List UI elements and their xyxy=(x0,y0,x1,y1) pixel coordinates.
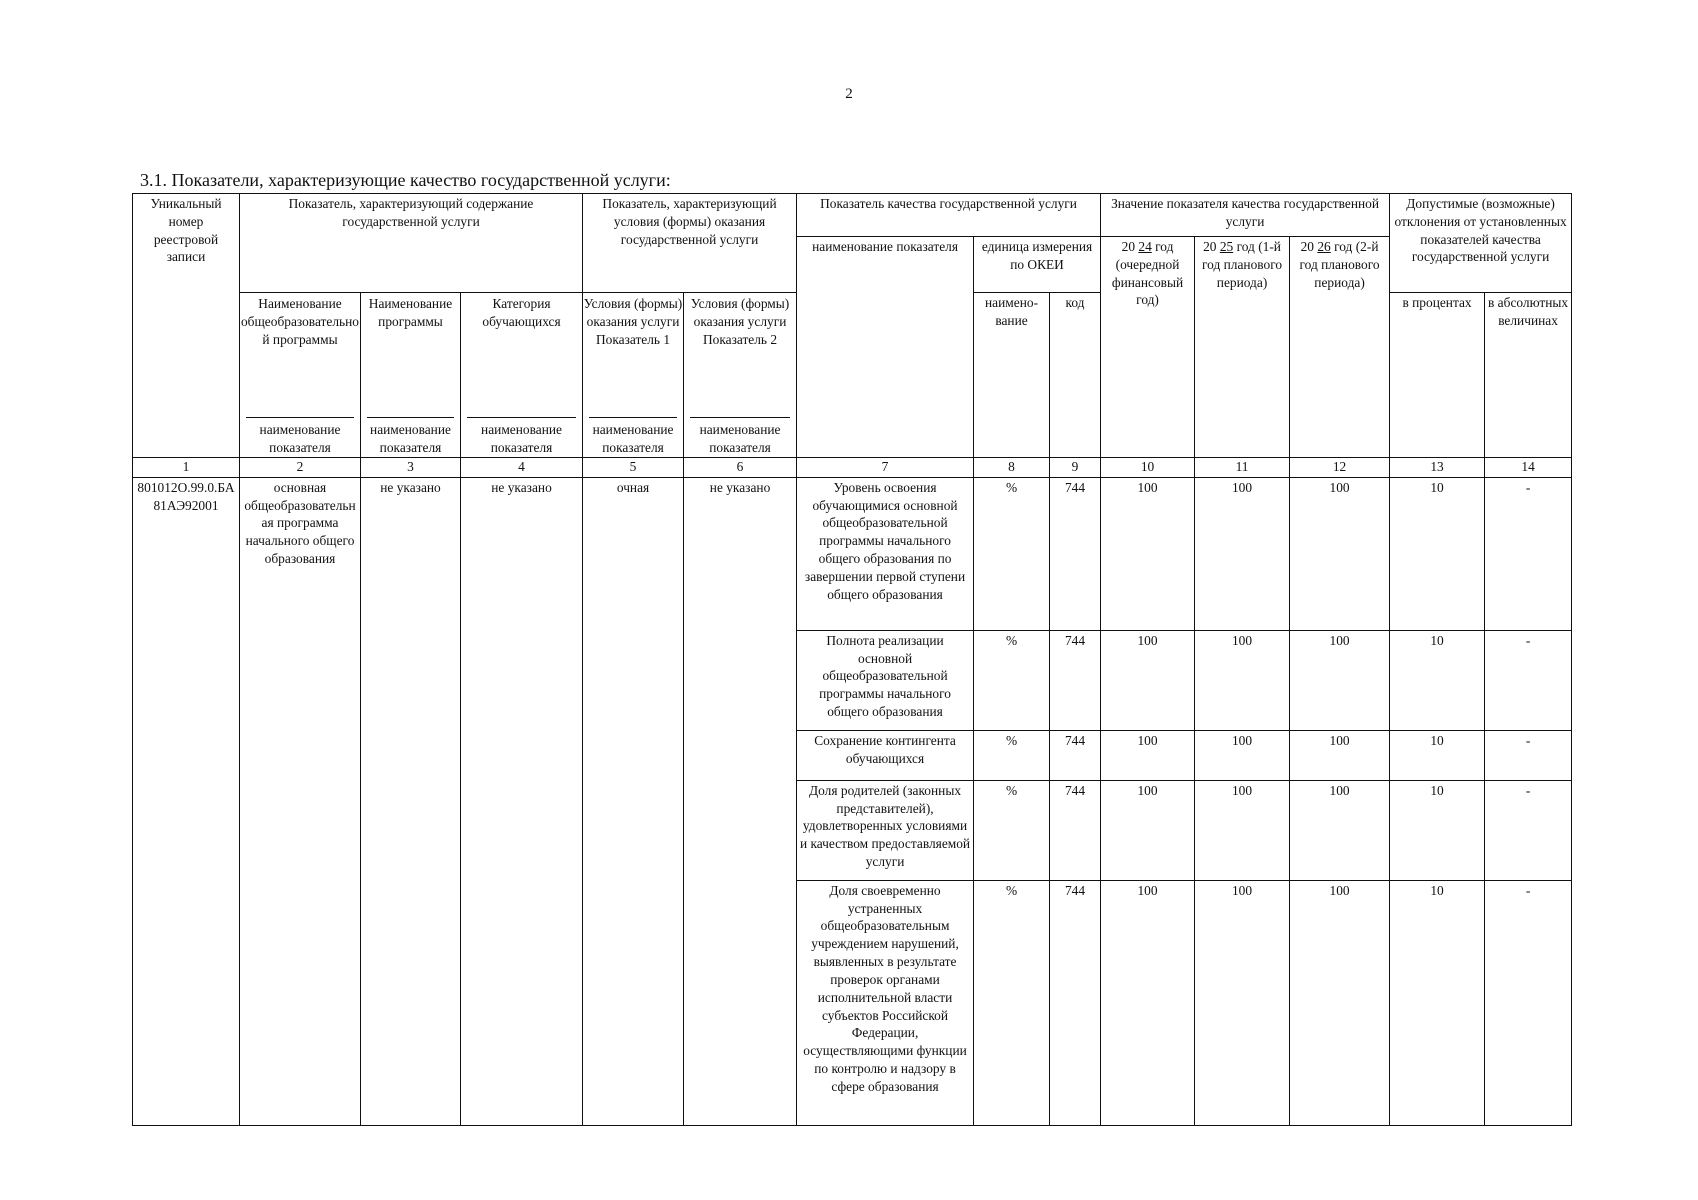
year1-value: 24 xyxy=(1138,239,1152,254)
indicator-y1: 100 xyxy=(1101,880,1195,1125)
col-number: 8 xyxy=(974,458,1050,478)
indicator-y2: 100 xyxy=(1195,630,1290,730)
indicator-name: Доля своевременно устраненных общеобразовательным учреждением нарушений, выявленных в результате проверок органами исполнительной власти субъектов Российской Федерации, осуществляющими функции по контролю и надзору в сфере образования xyxy=(797,880,974,1125)
indicator-dev-abs: - xyxy=(1485,880,1572,1125)
header-unit-code: код xyxy=(1050,293,1101,458)
indicator-name: Доля родителей (законных представителей), удовлетворенных условиями и качеством предоставляемой услуги xyxy=(797,780,974,880)
year2-prefix: 20 xyxy=(1203,239,1217,254)
year1-suffix: год (очередной финансовый год) xyxy=(1111,239,1184,308)
indicator-y1: 100 xyxy=(1101,780,1195,880)
header-unit-name: наимено-вание xyxy=(974,293,1050,458)
header-deviation-group: Допустимые (возможные) отклонения от установленных показателей качества государственной услуги xyxy=(1390,194,1572,293)
indicator-code: 744 xyxy=(1050,730,1101,780)
indicator-dev-pct: 10 xyxy=(1390,630,1485,730)
indicator-unit: % xyxy=(974,730,1050,780)
indicator-dev-abs: - xyxy=(1485,780,1572,880)
program-value: основная общеобразовательная программа начального общего образования xyxy=(240,477,361,1125)
col-number: 12 xyxy=(1290,458,1390,478)
col-number: 6 xyxy=(684,458,797,478)
header-col2: Наименование общеобразовательной программы наименование показателя xyxy=(240,293,361,458)
program-name-value: не указано xyxy=(361,477,461,1125)
condition1-value: очная xyxy=(583,477,684,1125)
header-col3: Наименование программы наименование показателя xyxy=(361,293,461,458)
indicator-y2: 100 xyxy=(1195,730,1290,780)
indicator-unit: % xyxy=(974,780,1050,880)
indicator-dev-pct: 10 xyxy=(1390,780,1485,880)
indicator-y1: 100 xyxy=(1101,477,1195,630)
indicator-dev-abs: - xyxy=(1485,730,1572,780)
indicator-y3: 100 xyxy=(1290,630,1390,730)
indicator-dev-pct: 10 xyxy=(1390,477,1485,630)
header-unit-okei: единица измерения по ОКЕИ xyxy=(974,237,1101,293)
indicator-unit: % xyxy=(974,630,1050,730)
col-number: 1 xyxy=(133,458,240,478)
header-col4: Категория обучающихся наименование показателя xyxy=(461,293,583,458)
header-indicator-name: наименование показателя xyxy=(797,237,974,458)
header-col5: Условия (формы) оказания услуги Показатель 1 наименование показателя xyxy=(583,293,684,458)
header-col6: Условия (формы) оказания услуги Показатель 2 наименование показателя xyxy=(684,293,797,458)
header-conditions-group: Показатель, характеризующий условия (формы) оказания государственной услуги xyxy=(583,194,797,293)
indicator-name: Полнота реализации основной общеобразовательной программы начального общего образования xyxy=(797,630,974,730)
indicator-y3: 100 xyxy=(1290,477,1390,630)
indicator-unit: % xyxy=(974,880,1050,1125)
col-number: 9 xyxy=(1050,458,1101,478)
header-year-2 xyxy=(1195,237,1290,458)
page-number: 2 xyxy=(845,86,853,102)
col-number: 4 xyxy=(461,458,583,478)
indicator-y1: 100 xyxy=(1101,630,1195,730)
col-number: 5 xyxy=(583,458,684,478)
indicator-y3: 100 xyxy=(1290,780,1390,880)
col-number: 10 xyxy=(1101,458,1195,478)
indicator-dev-pct: 10 xyxy=(1390,730,1485,780)
indicator-code: 744 xyxy=(1050,880,1101,1125)
year1-prefix: 20 xyxy=(1121,239,1136,254)
indicator-y1: 100 xyxy=(1101,730,1195,780)
header-quality-group: Показатель качества государственной услуги xyxy=(797,194,1101,237)
indicator-code: 744 xyxy=(1050,477,1101,630)
indicator-dev-abs: - xyxy=(1485,477,1572,630)
indicator-name: Уровень освоения обучающимися основной общеобразовательной программы начального общего образования по завершении первой ступени общего образования xyxy=(797,477,974,630)
indicator-dev-pct: 10 xyxy=(1390,880,1485,1125)
indicator-y3: 100 xyxy=(1290,880,1390,1125)
col-number: 2 xyxy=(240,458,361,478)
indicator-code: 744 xyxy=(1050,780,1101,880)
condition2-value: не указано xyxy=(684,477,797,1125)
year3-prefix: 20 xyxy=(1300,239,1314,254)
indicator-code: 744 xyxy=(1050,630,1101,730)
header-year-3 xyxy=(1290,237,1390,458)
indicator-name: Сохранение контингента обучающихся xyxy=(797,730,974,780)
section-title: 3.1. Показатели, характеризующие качество государственной услуги: xyxy=(140,170,671,190)
indicator-y2: 100 xyxy=(1195,780,1290,880)
col-number: 13 xyxy=(1390,458,1485,478)
year2-value: 25 xyxy=(1219,239,1234,254)
header-dev-absolute: в абсолютных величинах xyxy=(1485,293,1572,458)
header-year-1 xyxy=(1101,237,1195,458)
year3-value: 26 xyxy=(1317,239,1331,254)
header-value-group: Значение показателя качества государственной услуги xyxy=(1101,194,1390,237)
header-dev-percent: в процентах xyxy=(1390,293,1485,458)
registry-number: 801012О.99.0.БА81АЭ92001 xyxy=(133,477,240,1125)
header-content-group: Показатель, характеризующий содержание государственной услуги xyxy=(240,194,583,293)
indicator-unit: % xyxy=(974,477,1050,630)
indicator-y3: 100 xyxy=(1290,730,1390,780)
indicator-y2: 100 xyxy=(1195,477,1290,630)
year3-suffix: год (2-й год планового периода) xyxy=(1299,239,1380,290)
indicator-dev-abs: - xyxy=(1485,630,1572,730)
year2-suffix: год (1-й год планового периода) xyxy=(1202,239,1283,290)
table-row xyxy=(133,477,1572,630)
category-value: не указано xyxy=(461,477,583,1125)
col-number: 11 xyxy=(1195,458,1290,478)
col-number: 14 xyxy=(1485,458,1572,478)
col-number: 7 xyxy=(797,458,974,478)
quality-indicators-table xyxy=(132,193,1572,1126)
indicator-y2: 100 xyxy=(1195,880,1290,1125)
col-number: 3 xyxy=(361,458,461,478)
header-unique-number: Уникальный номер реестровой записи xyxy=(133,194,240,458)
